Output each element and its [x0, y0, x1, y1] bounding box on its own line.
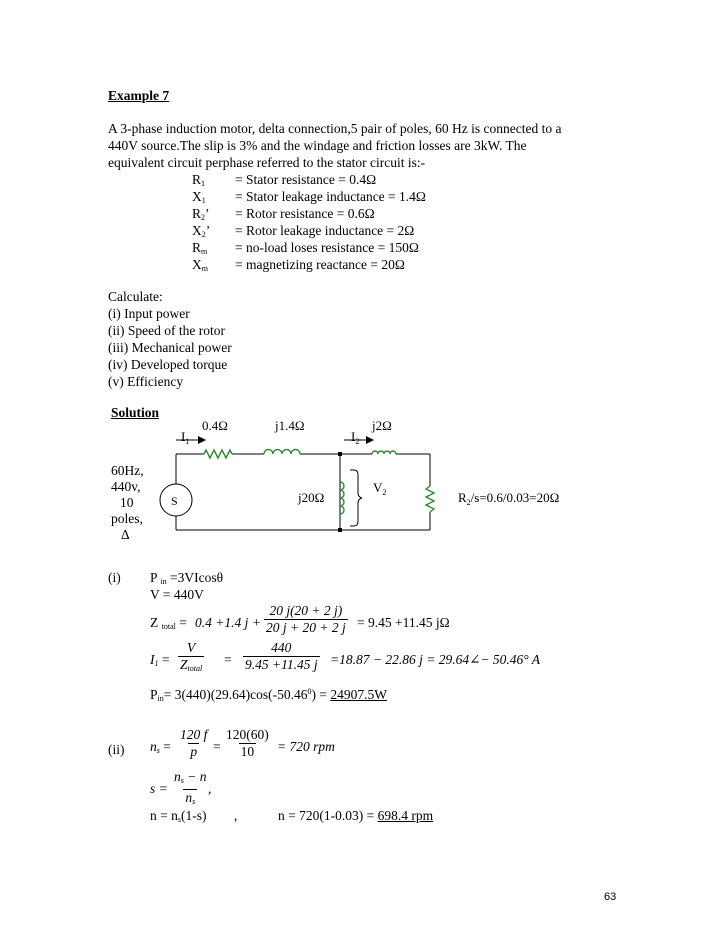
problem-line-3: equivalent circuit perphase referred to the stator circuit is:- [108, 155, 426, 170]
param-desc-xm: = magnetizing reactance = 20Ω [235, 257, 405, 272]
node-top [338, 452, 342, 456]
calculate-heading: Calculate: [108, 289, 163, 304]
ns-result: = 720 rpm [277, 739, 335, 754]
label-xm: j20Ω [298, 490, 325, 505]
inductor-x1 [264, 450, 300, 454]
slip-label: s = [150, 781, 168, 796]
pin-result-line: $P_{in}= 3(440)(29.64)\cos(-50.46^0) = 24907.5W$ [150, 687, 387, 703]
i1-label: $I_1$ = [150, 652, 170, 668]
problem-line-2: 440V source.The slip is 3% and the windage and friction losses are 3kW. The [108, 138, 527, 153]
z-total-denominator: 20 j + 20 + 2 j [266, 620, 346, 635]
param-sym-rm: $R_m$ [192, 240, 208, 256]
param-sym-xm: $X_m$ [192, 257, 208, 273]
solution-heading: Solution [111, 405, 160, 420]
inductor-xm [340, 482, 344, 514]
voltage-line: V = 440V [150, 587, 204, 602]
i1-numerator-2: 440 [271, 640, 292, 655]
z-total-lhs: 0.4 +1.4 j + [195, 615, 261, 630]
slip-comma: , [208, 781, 212, 796]
calculate-item-1: (i) Input power [108, 306, 190, 321]
param-desc-rm: = no-load loses resistance = 150Ω [235, 240, 419, 255]
rotor-speed-formula: $n = n_s(1-s)$ [150, 808, 207, 824]
problem-line-1: A 3-phase induction motor, delta connection,5 pair of poles, 60 Hz is connected to a [108, 121, 562, 136]
param-sym-r1: $R_1$ [192, 172, 206, 188]
param-sym-x1: $X_1$ [192, 189, 206, 205]
label-source: S [171, 494, 178, 508]
i1-fraction-1 [178, 640, 204, 677]
calculate-item-4: (iv) Developed torque [108, 357, 228, 372]
label-i2: $I_2$ [351, 429, 360, 446]
param-desc-x1: = Stator leakage inductance = 1.4Ω [235, 189, 426, 204]
z-total-numerator: 20 j(20 + 2 j) [269, 603, 343, 618]
param-desc-x2: = Rotor leakage inductance = 2Ω [235, 223, 415, 238]
i1-equals: = [224, 652, 232, 667]
z-total-result: = 9.45 +11.45 jΩ [357, 615, 450, 630]
label-v2: $V_2$ [373, 480, 387, 497]
ns-denominator-1: p [190, 744, 198, 759]
label-x2: j2Ω [372, 418, 392, 433]
i1-numerator-1: V [186, 640, 196, 655]
z-total-fraction [264, 603, 348, 636]
i1-fraction-2 [243, 640, 320, 673]
calculate-item-5: (v) Efficiency [108, 374, 184, 389]
param-sym-r2: $R_2$’ [192, 206, 210, 222]
param-sym-x2: $X_2$’ [192, 223, 211, 239]
ns-numerator-2: 120(60) [226, 727, 269, 742]
v2-bracket [350, 470, 362, 526]
calculate-item-3: (iii) Mechanical power [108, 340, 232, 355]
z-total-label: Z $_{total}$ = [150, 615, 187, 631]
page-number: 63 [604, 891, 617, 903]
label-x1: j1.4Ω [275, 418, 305, 433]
resistor-r1 [204, 450, 232, 458]
i1-result: =18.87 − 22.86 j = 29.64∠− 50.46° A [330, 652, 541, 667]
source-line-5: Δ [121, 527, 130, 542]
source-line-2: 440v, [111, 479, 141, 494]
node-bottom [338, 528, 342, 532]
i1-denominator-2: 9.45 +11.45 j [245, 657, 318, 672]
ns-label: $n_s$ = [150, 739, 171, 755]
part-ii-label: (ii) [108, 742, 125, 757]
param-desc-r2: = Rotor resistance = 0.6Ω [235, 206, 375, 221]
source-line-1: 60Hz, [111, 463, 144, 478]
slip-numerator: $n_s - n$ [174, 769, 207, 785]
rotor-speed-calc: n = 720(1-0.03) = 698.4 rpm [278, 808, 434, 823]
ns-fraction-1 [178, 727, 209, 760]
slip-denominator: $n_s$ [183, 789, 197, 810]
label-r1: 0.4Ω [202, 418, 228, 433]
rotor-speed-result: 698.4 rpm [377, 808, 434, 823]
source-line-4: poles, [111, 511, 143, 526]
part-i-label: (i) [108, 570, 121, 585]
ns-fraction-2 [224, 727, 271, 760]
ns-numerator-1: 120 f [180, 727, 208, 742]
param-desc-r1: = Stator resistance = 0.4Ω [235, 172, 377, 187]
slip-fraction [172, 769, 212, 810]
label-load: $R_2/s=0.6/0.03=20\Omega$ [458, 490, 560, 507]
i1-denominator-1: $Z_{total}$ [178, 656, 204, 677]
pin-result-value: 24907.5W [330, 687, 387, 702]
resistor-load [426, 486, 434, 512]
label-i1: $I_1$ [181, 429, 190, 446]
inductor-x2 [372, 451, 396, 454]
ns-equals: = [213, 739, 221, 754]
source-line-3: 10 [120, 495, 134, 510]
rotor-speed-comma: , [234, 808, 238, 823]
pin-formula: P $_{in}$ =3VIcosθ [150, 570, 224, 586]
calculate-item-2: (ii) Speed of the rotor [108, 323, 225, 338]
example-title: Example 7 [108, 88, 170, 103]
ns-denominator-2: 10 [240, 744, 255, 759]
